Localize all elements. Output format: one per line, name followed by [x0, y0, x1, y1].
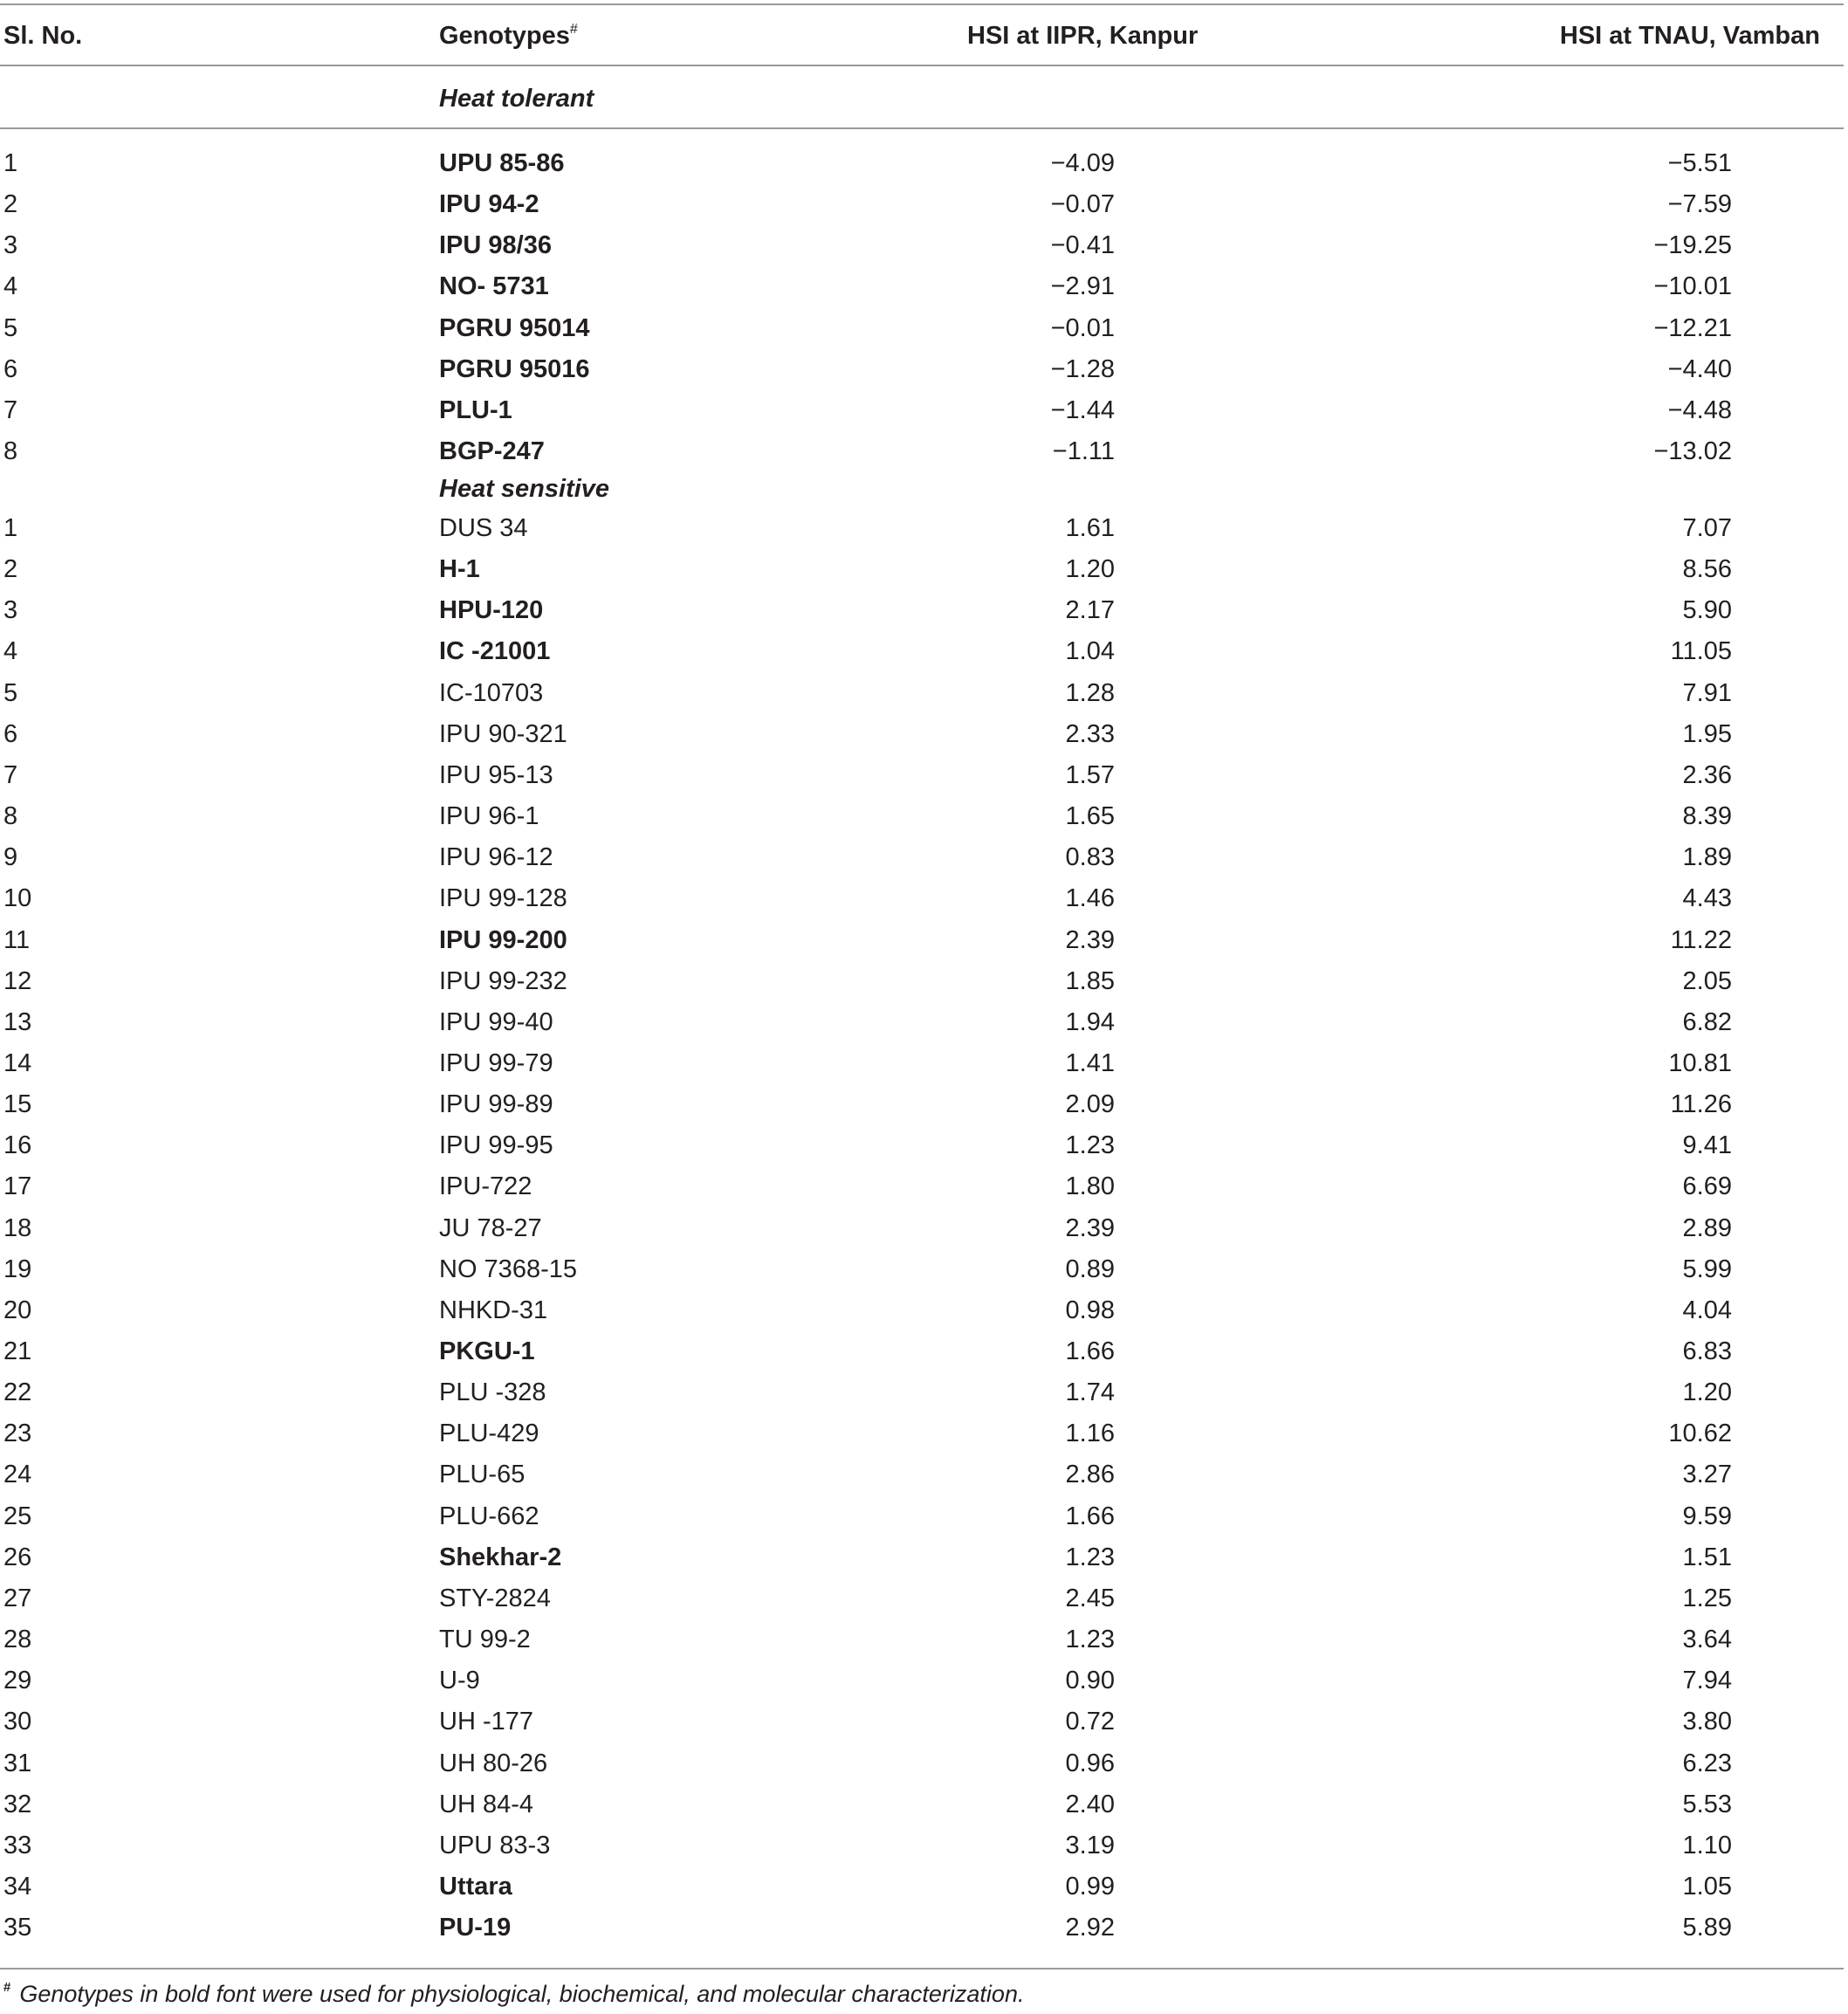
cell-hsi-kanpur: 1.46 [1065, 884, 1115, 913]
cell-genotype: PLU -328 [439, 1378, 546, 1407]
table-row [0, 1619, 1848, 1660]
cell-hsi-kanpur: −1.44 [1050, 395, 1115, 424]
cell-sl-no: 8 [3, 802, 18, 831]
cell-sl-no: 23 [3, 1419, 32, 1448]
cell-sl-no: 1 [3, 514, 18, 542]
cell-genotype: HPU-120 [439, 596, 544, 625]
cell-hsi-vamban: 2.05 [1682, 966, 1732, 995]
table-row [0, 1784, 1848, 1825]
cell-hsi-kanpur: 2.09 [1065, 1090, 1115, 1119]
cell-genotype: IPU-722 [439, 1172, 532, 1201]
cell-hsi-kanpur: 1.66 [1065, 1337, 1115, 1365]
cell-hsi-kanpur: 1.66 [1065, 1502, 1115, 1530]
cell-sl-no: 2 [3, 190, 18, 219]
cell-hsi-vamban: 6.23 [1682, 1749, 1732, 1777]
cell-sl-no: 6 [3, 354, 18, 383]
cell-hsi-kanpur: 3.19 [1065, 1831, 1115, 1859]
cell-hsi-vamban: 6.82 [1682, 1007, 1732, 1036]
cell-genotype: IPU 94-2 [439, 190, 539, 219]
cell-genotype: H-1 [439, 555, 480, 584]
cell-hsi-vamban: 9.59 [1682, 1502, 1732, 1530]
cell-hsi-kanpur: 2.17 [1065, 596, 1115, 625]
table-row [0, 348, 1848, 389]
cell-sl-no: 7 [3, 395, 18, 424]
cell-genotype: PGRU 95016 [439, 354, 590, 383]
cell-genotype: IPU 99-40 [439, 1007, 553, 1036]
table-row [0, 307, 1848, 348]
cell-hsi-vamban: −7.59 [1667, 190, 1732, 219]
cell-sl-no: 34 [3, 1872, 32, 1901]
cell-sl-no: 13 [3, 1007, 32, 1036]
cell-hsi-kanpur: 2.39 [1065, 925, 1115, 954]
cell-sl-no: 4 [3, 272, 18, 301]
cell-hsi-kanpur: 2.33 [1065, 719, 1115, 748]
cell-hsi-vamban: −13.02 [1653, 437, 1732, 466]
footnote-text: Genotypes in bold font were used for physiological, biochemical, and molecular characterization. [19, 1981, 1025, 2007]
header-genotypes-footnote-mark: # [569, 22, 578, 37]
table-row [0, 1248, 1848, 1289]
cell-hsi-kanpur: 0.72 [1065, 1708, 1115, 1736]
cell-genotype: UH 84-4 [439, 1790, 533, 1818]
cell-hsi-vamban: 5.99 [1682, 1254, 1732, 1283]
cell-sl-no: 35 [3, 1914, 32, 1942]
cell-genotype: PU-19 [439, 1914, 512, 1942]
cell-hsi-kanpur: 1.23 [1065, 1543, 1115, 1571]
cell-sl-no: 3 [3, 596, 18, 625]
cell-hsi-kanpur: 1.61 [1065, 514, 1115, 542]
table-row [0, 265, 1848, 306]
cell-genotype: PLU-429 [439, 1419, 539, 1448]
header-hsi-kanpur: HSI at IIPR, Kanpur [967, 22, 1199, 50]
cell-sl-no: 25 [3, 1502, 32, 1530]
cell-hsi-kanpur: 1.94 [1065, 1007, 1115, 1036]
header-rule [0, 65, 1844, 66]
cell-hsi-vamban: 1.25 [1682, 1584, 1732, 1612]
cell-genotype: TU 99-2 [439, 1626, 531, 1654]
cell-hsi-kanpur: −0.07 [1050, 190, 1115, 219]
cell-hsi-vamban: −12.21 [1653, 313, 1732, 342]
cell-hsi-kanpur: 1.57 [1065, 760, 1115, 789]
cell-hsi-vamban: −4.48 [1667, 395, 1732, 424]
cell-hsi-kanpur: 1.28 [1065, 678, 1115, 707]
cell-sl-no: 32 [3, 1790, 32, 1818]
cell-genotype: PLU-1 [439, 395, 512, 424]
cell-hsi-kanpur: 1.23 [1065, 1626, 1115, 1654]
cell-genotype: IPU 95-13 [439, 760, 553, 789]
cell-sl-no: 12 [3, 966, 32, 995]
cell-sl-no: 3 [3, 231, 18, 260]
cell-hsi-vamban: 8.56 [1682, 555, 1732, 584]
cell-hsi-vamban: 11.05 [1670, 637, 1732, 666]
cell-hsi-kanpur: 0.99 [1065, 1872, 1115, 1901]
table-row [0, 877, 1848, 918]
cell-hsi-kanpur: 0.96 [1065, 1749, 1115, 1777]
table-row [0, 1165, 1848, 1206]
cell-sl-no: 11 [3, 925, 31, 954]
table-row [0, 224, 1848, 265]
table-row [0, 1124, 1848, 1165]
cell-hsi-kanpur: 2.86 [1065, 1461, 1115, 1489]
cell-hsi-kanpur: −0.01 [1050, 313, 1115, 342]
cell-hsi-vamban: 1.89 [1682, 843, 1732, 872]
cell-genotype: IPU 96-12 [439, 843, 553, 872]
table-row [0, 960, 1848, 1001]
cell-sl-no: 28 [3, 1626, 32, 1654]
cell-hsi-vamban: 3.64 [1682, 1626, 1732, 1654]
cell-hsi-vamban: 1.95 [1682, 719, 1732, 748]
table-footnote [3, 1978, 1024, 2014]
cell-hsi-vamban: −5.51 [1667, 149, 1732, 177]
table-top-rule [0, 3, 1844, 5]
table-row [0, 1207, 1848, 1248]
cell-sl-no: 27 [3, 1584, 32, 1612]
table-row [0, 183, 1848, 224]
cell-genotype: IPU 99-79 [439, 1048, 553, 1077]
cell-genotype: NO 7368-15 [439, 1254, 577, 1283]
table-row [0, 1330, 1848, 1371]
cell-sl-no: 6 [3, 719, 18, 748]
cell-hsi-kanpur: 1.16 [1065, 1419, 1115, 1448]
cell-sl-no: 2 [3, 555, 18, 584]
cell-sl-no: 24 [3, 1461, 32, 1489]
cell-sl-no: 33 [3, 1831, 32, 1859]
cell-sl-no: 15 [3, 1090, 32, 1119]
table-row [0, 548, 1848, 589]
table-row [0, 754, 1848, 795]
cell-hsi-kanpur: 0.89 [1065, 1254, 1115, 1283]
cell-hsi-kanpur: 0.98 [1065, 1296, 1115, 1324]
table-row [0, 836, 1848, 877]
header-genotypes-label: Genotypes [439, 22, 570, 50]
cell-genotype: UH 80-26 [439, 1749, 548, 1777]
cell-genotype: UPU 85-86 [439, 149, 565, 177]
table-row [0, 919, 1848, 960]
cell-hsi-vamban: 7.94 [1682, 1667, 1732, 1695]
cell-hsi-kanpur: −1.11 [1052, 437, 1115, 466]
cell-genotype: PLU-65 [439, 1461, 526, 1489]
cell-sl-no: 1 [3, 149, 18, 177]
footnote-mark: # [3, 1980, 11, 1995]
cell-sl-no: 18 [3, 1213, 32, 1242]
table-row [0, 1742, 1848, 1784]
cell-hsi-kanpur: 1.04 [1065, 637, 1115, 666]
cell-sl-no: 5 [3, 678, 18, 707]
cell-hsi-vamban: 8.39 [1682, 802, 1732, 831]
cell-genotype: IPU 90-321 [439, 719, 567, 748]
cell-genotype: IPU 99-200 [439, 925, 567, 954]
cell-sl-no: 14 [3, 1048, 32, 1077]
cell-hsi-vamban: 7.91 [1682, 678, 1732, 707]
section-rule [0, 127, 1844, 129]
cell-genotype: IPU 99-232 [439, 966, 567, 995]
cell-hsi-kanpur: 1.23 [1065, 1131, 1115, 1160]
cell-hsi-kanpur: 1.74 [1065, 1378, 1115, 1407]
cell-sl-no: 22 [3, 1378, 32, 1407]
cell-sl-no: 16 [3, 1131, 32, 1160]
table-row [0, 630, 1848, 671]
table-row [0, 1578, 1848, 1619]
section-title: Heat tolerant [439, 85, 594, 113]
table-row [0, 1289, 1848, 1330]
cell-hsi-vamban: 2.36 [1682, 760, 1732, 789]
cell-sl-no: 30 [3, 1708, 32, 1736]
cell-hsi-vamban: 5.90 [1682, 596, 1732, 625]
cell-genotype: JU 78-27 [439, 1213, 542, 1242]
table-row [0, 795, 1848, 836]
cell-genotype: IPU 99-128 [439, 884, 567, 913]
cell-sl-no: 17 [3, 1172, 32, 1201]
cell-genotype: UPU 83-3 [439, 1831, 551, 1859]
cell-hsi-vamban: 11.26 [1670, 1090, 1732, 1119]
cell-hsi-kanpur: −0.41 [1050, 231, 1115, 260]
cell-sl-no: 20 [3, 1296, 32, 1324]
cell-genotype: Shekhar-2 [439, 1543, 562, 1571]
cell-hsi-kanpur: 1.65 [1065, 802, 1115, 831]
table-row [0, 589, 1848, 630]
cell-hsi-kanpur: 2.92 [1065, 1914, 1115, 1942]
cell-sl-no: 5 [3, 313, 18, 342]
cell-hsi-vamban: −19.25 [1653, 231, 1732, 260]
cell-hsi-kanpur: 2.45 [1065, 1584, 1115, 1612]
table-row [0, 672, 1848, 713]
cell-genotype: IPU 99-89 [439, 1090, 553, 1119]
cell-genotype: DUS 34 [439, 514, 528, 542]
cell-hsi-kanpur: −2.91 [1050, 272, 1115, 301]
cell-hsi-vamban: 3.80 [1682, 1708, 1732, 1736]
cell-genotype: NO- 5731 [439, 272, 549, 301]
table-row [0, 1907, 1848, 1948]
cell-hsi-kanpur: −4.09 [1050, 149, 1115, 177]
table-row [0, 1413, 1848, 1454]
cell-hsi-vamban: 5.89 [1682, 1914, 1732, 1942]
table-row [0, 1001, 1848, 1042]
cell-hsi-vamban: 10.81 [1668, 1048, 1732, 1077]
table-row [0, 1660, 1848, 1701]
cell-hsi-vamban: 1.20 [1682, 1378, 1732, 1407]
cell-genotype: PGRU 95014 [439, 313, 590, 342]
cell-genotype: IPU 96-1 [439, 802, 539, 831]
cell-hsi-kanpur: 1.80 [1065, 1172, 1115, 1201]
cell-hsi-vamban: 11.22 [1670, 925, 1732, 954]
table-row [0, 1825, 1848, 1866]
cell-genotype: NHKD-31 [439, 1296, 548, 1324]
table-row [0, 142, 1848, 183]
header-genotypes [439, 17, 578, 58]
cell-hsi-kanpur: 2.39 [1065, 1213, 1115, 1242]
cell-sl-no: 21 [3, 1337, 32, 1365]
cell-hsi-vamban: 6.83 [1682, 1337, 1732, 1365]
table-bottom-rule [0, 1968, 1844, 1969]
section-title: Heat sensitive [439, 475, 610, 503]
cell-genotype: PKGU-1 [439, 1337, 535, 1365]
table-row [0, 1083, 1848, 1124]
cell-sl-no: 19 [3, 1254, 32, 1283]
table-row [0, 1454, 1848, 1495]
table-row [0, 1371, 1848, 1413]
cell-hsi-vamban: 2.89 [1682, 1213, 1732, 1242]
cell-hsi-vamban: 9.41 [1682, 1131, 1732, 1160]
cell-genotype: PLU-662 [439, 1502, 539, 1530]
cell-hsi-vamban: 10.62 [1668, 1419, 1732, 1448]
cell-hsi-vamban: 5.53 [1682, 1790, 1732, 1818]
cell-sl-no: 8 [3, 437, 18, 466]
header-sl-no: Sl. No. [3, 22, 83, 50]
cell-sl-no: 9 [3, 843, 18, 872]
cell-genotype: IC-10703 [439, 678, 544, 707]
cell-genotype: Uttara [439, 1872, 512, 1901]
table-header [0, 17, 1848, 54]
table-row [0, 1866, 1848, 1907]
cell-hsi-vamban: 1.51 [1682, 1543, 1732, 1571]
cell-genotype: IPU 98/36 [439, 231, 552, 260]
cell-hsi-vamban: −4.40 [1667, 354, 1732, 383]
cell-genotype: UH -177 [439, 1708, 533, 1736]
cell-hsi-kanpur: 1.20 [1065, 555, 1115, 584]
cell-hsi-vamban: 4.04 [1682, 1296, 1732, 1324]
cell-hsi-vamban: 6.69 [1682, 1172, 1732, 1201]
cell-hsi-vamban: −10.01 [1653, 272, 1732, 301]
cell-genotype: IPU 99-95 [439, 1131, 553, 1160]
cell-hsi-vamban: 4.43 [1682, 884, 1732, 913]
cell-hsi-vamban: 1.10 [1682, 1831, 1732, 1859]
cell-hsi-vamban: 1.05 [1682, 1872, 1732, 1901]
cell-hsi-vamban: 7.07 [1682, 514, 1732, 542]
table-row [0, 1042, 1848, 1083]
cell-sl-no: 10 [3, 884, 32, 913]
cell-sl-no: 7 [3, 760, 18, 789]
table-row [0, 713, 1848, 754]
cell-hsi-kanpur: 2.40 [1065, 1790, 1115, 1818]
cell-genotype: STY-2824 [439, 1584, 551, 1612]
table-row [0, 389, 1848, 430]
cell-hsi-kanpur: 0.90 [1065, 1667, 1115, 1695]
cell-sl-no: 4 [3, 637, 18, 666]
cell-genotype: BGP-247 [439, 437, 545, 466]
table-row [0, 1701, 1848, 1742]
table-row [0, 507, 1848, 548]
cell-hsi-kanpur: 1.41 [1065, 1048, 1115, 1077]
cell-sl-no: 29 [3, 1667, 32, 1695]
cell-genotype: IC -21001 [439, 637, 551, 666]
cell-hsi-kanpur: 1.85 [1065, 966, 1115, 995]
cell-hsi-vamban: 3.27 [1682, 1461, 1732, 1489]
cell-sl-no: 26 [3, 1543, 32, 1571]
cell-sl-no: 31 [3, 1749, 32, 1777]
table-row [0, 430, 1848, 471]
table-row [0, 1536, 1848, 1578]
cell-genotype: U-9 [439, 1667, 480, 1695]
table-row [0, 1495, 1848, 1536]
header-hsi-vamban: HSI at TNAU, Vamban [1559, 22, 1820, 50]
cell-hsi-kanpur: −1.28 [1050, 354, 1115, 383]
cell-hsi-kanpur: 0.83 [1065, 843, 1115, 872]
